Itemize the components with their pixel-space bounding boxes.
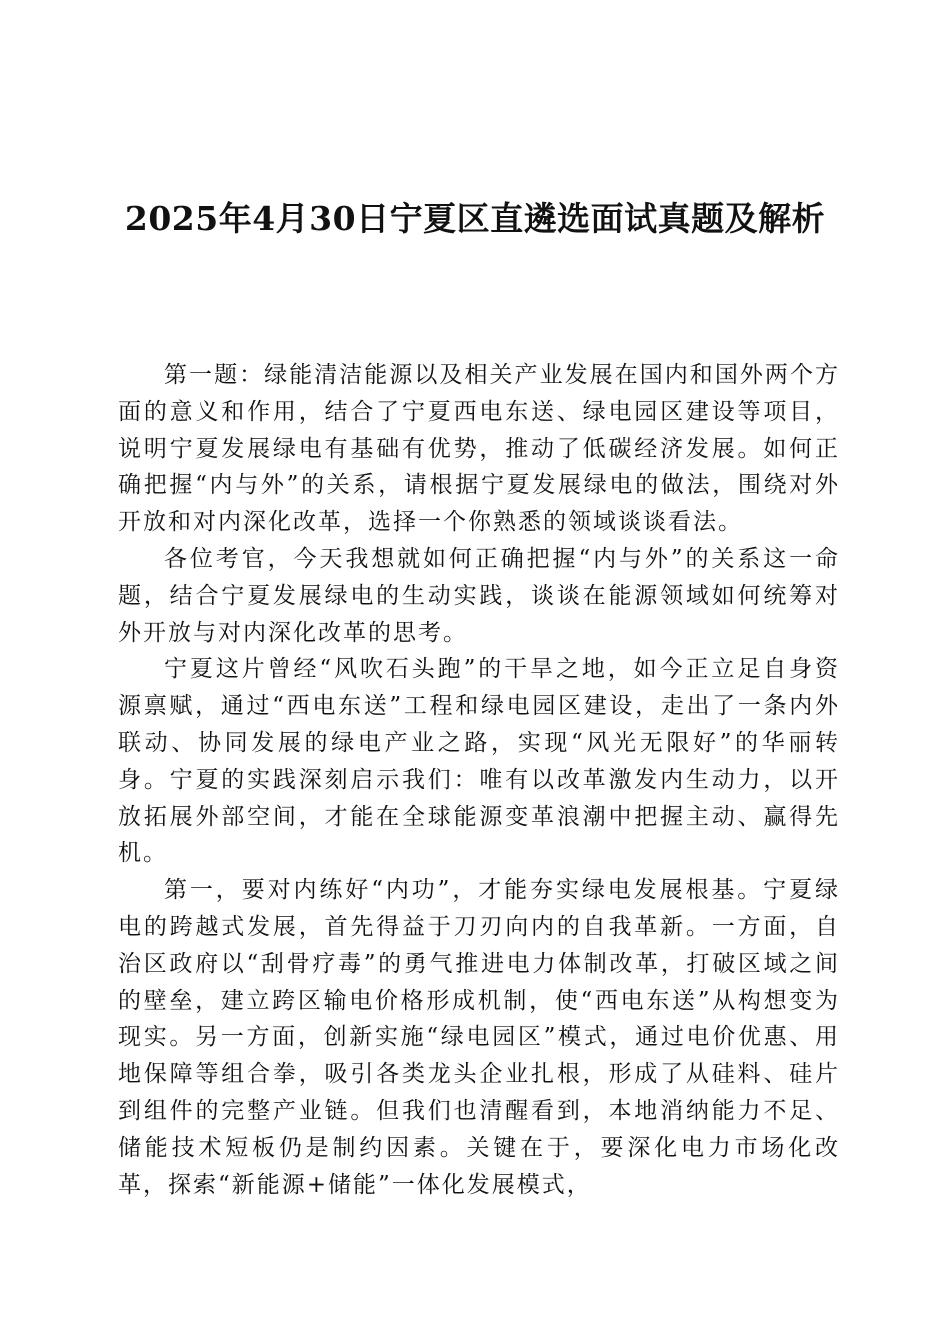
document-title: 2025年4月30日宁夏区直遴选面试真题及解析 — [124, 199, 826, 238]
answer-intro-paragraph: 各位考官，今天我想就如何正确把握“内与外”的关系这一命题，结合宁夏发展绿电的生动实践，谈谈在能源领域如何统筹对外开放与对内深化改革的思考。 — [118, 545, 840, 646]
document-body — [118, 357, 840, 1203]
answer-point-one-paragraph: 第一，要对内练好“内功”，才能夯实绿电发展根基。宁夏绿电的跨越式发展，首先得益于刀刃向内的自我革新。一方面，自治区政府以“刮骨疗毒”的勇气推进电力体制改革，打破区域之间的壁垒，建立跨区输电价格形成机制，使“西电东送”从构想变为现实。另一方面，创新实施“绿电园区”模式，通过电价优惠、用地保障等组合拳，吸引各类龙头企业扎根，形成了从硅料、硅片到组件的完整产业链。但我们也清醒看到，本地消纳能力不足、储能技术短板仍是制约因素。关键在于，要深化电力市场化改革，探索“新能源+储能”一体化发展模式， — [118, 877, 840, 1198]
question-paragraph: 第一题：绿能清洁能源以及相关产业发展在国内和国外两个方面的意义和作用，结合了宁夏西电东送、绿电园区建设等项目，说明宁夏发展绿电有基础有优势，推动了低碳经济发展。如何正确把握“内与外”的关系，请根据宁夏发展绿电的做法，围绕对外开放和对内深化改革，选择一个你熟悉的领域谈谈看法。 — [118, 362, 840, 536]
answer-context-paragraph: 宁夏这片曾经“风吹石头跑”的干旱之地，如今正立足自身资源禀赋，通过“西电东送”工程和绿电园区建设，走出了一条内外联动、协同发展的绿电产业之路，实现“风光无限好”的华丽转身。宁夏的实践深刻启示我们：唯有以改革激发内生动力，以开放拓展外部空间，才能在全球能源变革浪潮中把握主动、赢得先机。 — [118, 656, 840, 867]
